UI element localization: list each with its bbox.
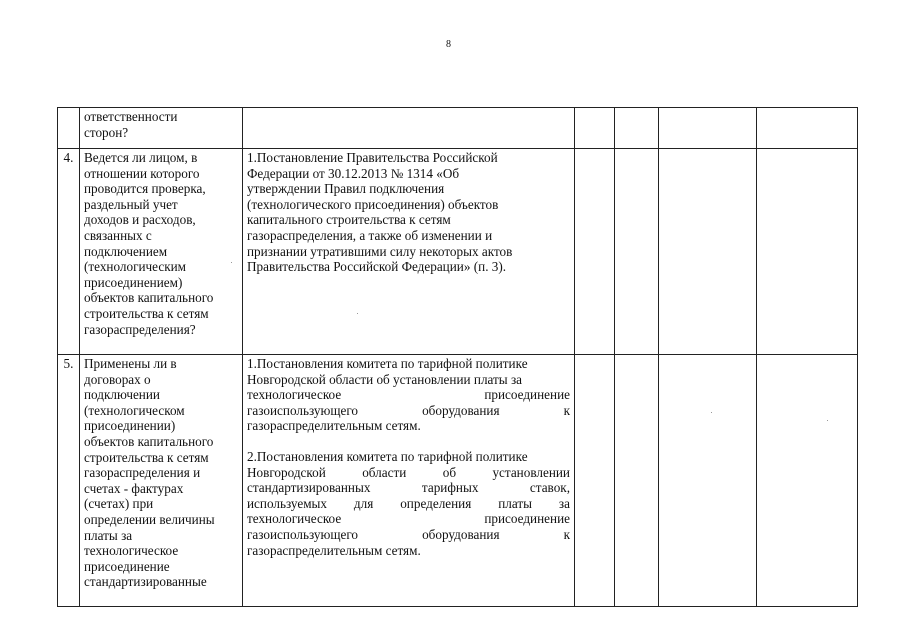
answer-yes-cell	[575, 108, 615, 149]
question-line: технологическое	[84, 543, 179, 559]
question-line: строительства к сетям	[84, 449, 209, 465]
question-line: платы за	[84, 527, 133, 543]
question-line: договорах о	[84, 371, 151, 387]
question-line: доходов и расходов,	[84, 212, 196, 228]
basis-line: Новгородской области об установлении платы за	[247, 371, 523, 387]
remarks-cell	[757, 355, 858, 607]
not-applicable-cell	[659, 108, 757, 149]
basis-line: газоиспользующего оборудования к	[247, 402, 570, 418]
basis-line: 1.Постановление Правительства Российской	[247, 150, 498, 165]
table-row	[58, 149, 858, 355]
basis-line: технологическое присоединение	[247, 387, 570, 403]
question-line: Применены ли в	[84, 356, 177, 371]
answer-yes-cell	[575, 355, 615, 607]
legal-basis-cell	[243, 355, 575, 607]
question-line: присоединение	[84, 558, 170, 574]
not-applicable-cell	[659, 149, 757, 355]
basis-line: газоиспользующего оборудования к	[247, 526, 570, 542]
question-cell	[80, 108, 243, 149]
basis-line: газораспределения, а также об изменении и	[247, 227, 493, 243]
question-cell	[80, 355, 243, 607]
question-line: счетах - фактурах	[84, 480, 184, 496]
basis-line: стандартизированных тарифных ставок,	[247, 480, 570, 496]
checklist-table	[57, 107, 858, 607]
remarks-cell	[757, 108, 858, 149]
remarks-cell	[757, 149, 858, 355]
scan-speck	[827, 420, 828, 421]
basis-line: газораспределительным сетям.	[247, 542, 421, 558]
question-line: (технологическом	[84, 402, 185, 418]
question-cell	[80, 149, 243, 355]
answer-no-cell	[615, 149, 659, 355]
not-applicable-cell	[659, 355, 757, 607]
basis-line: 2.Постановления комитета по тарифной политике	[247, 448, 528, 464]
question-line: связанных с	[84, 227, 152, 243]
basis-line: Правительства Российской Федерации» (п. 3).	[247, 259, 507, 275]
question-line: проводится проверка,	[84, 181, 206, 197]
question-line: строительства к сетям	[84, 305, 209, 321]
row-number: 5.	[58, 355, 80, 607]
answer-no-cell	[615, 355, 659, 607]
basis-line: технологическое присоединение	[247, 511, 570, 527]
question-line: Ведется ли лицом, в	[84, 150, 198, 165]
legal-basis-cell	[243, 108, 575, 149]
basis-line: признании утратившими силу некоторых актов	[247, 243, 513, 259]
question-line: газораспределения?	[84, 321, 196, 337]
question-line: газораспределения и	[84, 465, 201, 481]
basis-line: 1.Постановления комитета по тарифной политике	[247, 356, 528, 371]
question-line: определении величины	[84, 511, 215, 527]
question-line: отношении которого	[84, 165, 200, 181]
scan-speck	[231, 262, 232, 263]
answer-yes-cell	[575, 149, 615, 355]
legal-basis-cell	[243, 149, 575, 355]
question-line: ответственности	[84, 109, 178, 124]
basis-line: Федерации от 30.12.2013 № 1314 «Об	[247, 165, 460, 181]
table-row	[58, 108, 858, 149]
basis-line: Новгородской области об установлении	[247, 464, 570, 480]
question-line: присоединением)	[84, 274, 183, 290]
answer-no-cell	[615, 108, 659, 149]
table-row	[58, 355, 858, 607]
basis-line: газораспределительным сетям.	[247, 418, 421, 434]
question-line: объектов капитального	[84, 433, 214, 449]
question-line: раздельный учет	[84, 196, 178, 212]
question-line: подключении	[84, 387, 160, 403]
page-number: 8	[446, 39, 451, 50]
question-line: сторон?	[84, 124, 129, 140]
row-number	[58, 108, 80, 149]
question-line: объектов капитального	[84, 290, 214, 306]
basis-line: капитального строительства к сетям	[247, 212, 451, 228]
basis-line: (технологического присоединения) объектов	[247, 196, 499, 212]
question-line: подключением	[84, 243, 168, 259]
row-number: 4.	[58, 149, 80, 355]
question-line: присоединении)	[84, 418, 176, 434]
question-line: (счетах) при	[84, 496, 154, 512]
question-line: стандартизированные	[84, 574, 207, 590]
question-line: (технологическим	[84, 259, 187, 275]
basis-line: утверждении Правил подключения	[247, 181, 445, 197]
scan-speck	[357, 313, 358, 314]
scan-speck	[711, 412, 712, 413]
basis-line: используемых для определения платы за	[247, 495, 570, 511]
